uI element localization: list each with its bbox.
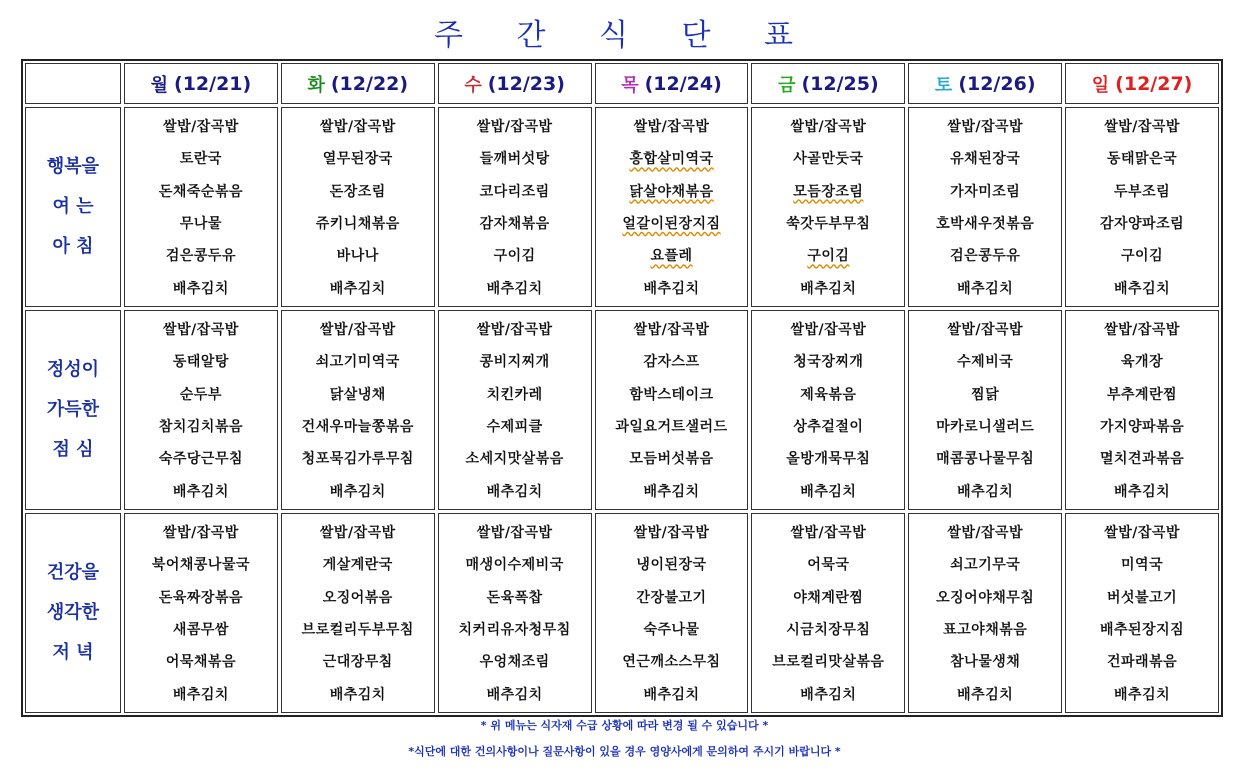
menu-item: 쇠고기미역국 (315, 354, 400, 371)
day-glyph: 토 (934, 74, 953, 96)
day-header-0 (124, 63, 278, 104)
menu-item: 배추김치 (800, 483, 857, 500)
menu-item: 쌀밥/잡곡밥 (790, 119, 867, 136)
menu-item: 배추김치 (486, 686, 543, 703)
menu-item: 게살계란국 (322, 557, 393, 574)
meal-label-line: 여 는 (52, 196, 94, 217)
menu-cell (595, 107, 749, 307)
menu-item: 동태맑은국 (1107, 151, 1178, 168)
menu-item: 들깨버섯탕 (479, 151, 550, 168)
menu-item: 배추된장지짐 (1099, 622, 1185, 639)
menu-item: 홍합살미역국 (629, 151, 714, 168)
menu-item: 치커리유자청무침 (458, 622, 571, 639)
day-date: (12/22) (330, 72, 409, 95)
menu-item: 제육볶음 (800, 386, 857, 403)
menu-item: 쌀밥/잡곡밥 (947, 119, 1024, 136)
menu-item: 동태알탕 (172, 354, 229, 371)
menu-item: 쑥갓두부무침 (786, 216, 871, 233)
menu-item: 유채된장국 (950, 151, 1021, 168)
menu-cell (124, 310, 278, 510)
menu-item: 쌀밥/잡곡밥 (1104, 525, 1180, 542)
menu-item: 배추김치 (329, 483, 386, 500)
menu-item: 청포묵김가루무침 (301, 451, 414, 468)
meal-label-line: 정성이 (46, 359, 100, 380)
menu-item: 쌀밥/잡곡밥 (319, 525, 396, 542)
day-header-6 (1065, 63, 1219, 104)
menu-item: 배추김치 (957, 483, 1014, 500)
day-date: (12/21) (174, 72, 252, 95)
menu-item: 과일요거트샐러드 (615, 419, 728, 436)
menu-item: 배추김치 (643, 483, 700, 500)
menu-item: 구이김 (807, 248, 850, 265)
menu-item: 배추김치 (172, 686, 229, 703)
menu-item: 돈육폭찹 (486, 589, 543, 606)
meal-label-1 (25, 310, 121, 510)
menu-item: 쌀밥/잡곡밥 (163, 119, 239, 136)
menu-item: 배추김치 (486, 483, 543, 500)
menu-item: 오징어볶음 (322, 589, 393, 606)
menu-item: 어묵채볶음 (165, 654, 236, 671)
menu-item: 바나나 (336, 248, 379, 265)
menu-item: 브로컬리두부무침 (301, 622, 414, 639)
menu-item: 배추김치 (329, 686, 386, 703)
day-header-5 (908, 63, 1062, 104)
menu-item: 냉이된장국 (636, 557, 707, 574)
menu-item: 감자양파조림 (1099, 216, 1185, 233)
menu-cell (124, 513, 278, 713)
menu-cell (908, 513, 1062, 713)
menu-item: 멸치견과볶음 (1099, 451, 1185, 468)
menu-item: 배추김치 (957, 280, 1014, 297)
menu-item: 쌀밥/잡곡밥 (1104, 119, 1180, 136)
menu-cell (751, 310, 905, 510)
menu-item: 검은콩두유 (950, 248, 1021, 265)
day-glyph: 일 (1091, 74, 1110, 96)
menu-item: 열무된장국 (322, 151, 393, 168)
menu-cell (751, 513, 905, 713)
menu-item: 구이김 (493, 248, 536, 265)
menu-item: 배추김치 (800, 686, 857, 703)
menu-item: 코다리조림 (479, 183, 550, 200)
menu-item: 버섯불고기 (1107, 589, 1178, 606)
menu-cell (281, 513, 435, 713)
day-glyph: 금 (778, 74, 796, 96)
menu-item: 쌀밥/잡곡밥 (947, 322, 1024, 339)
menu-item: 북어채콩나물국 (151, 557, 250, 574)
day-date: (12/23) (487, 72, 565, 95)
menu-item: 함박스테이크 (629, 386, 714, 403)
menu-item: 감자채볶음 (479, 216, 550, 233)
menu-item: 치킨카레 (486, 386, 543, 403)
menu-item: 찜닭 (971, 386, 1000, 403)
meal-label-line: 건강을 (46, 562, 100, 583)
menu-item: 청국장찌개 (793, 354, 864, 371)
menu-cell (281, 107, 435, 307)
menu-item: 배추김치 (172, 483, 229, 500)
menu-item: 시금치장무침 (786, 622, 871, 639)
menu-item: 간장불고기 (636, 589, 707, 606)
menu-item: 배추김치 (800, 280, 857, 297)
menu-item: 모듬버섯볶음 (629, 451, 714, 468)
day-glyph: 수 (464, 74, 482, 96)
menu-cell (438, 107, 592, 307)
menu-item: 배추김치 (172, 280, 229, 297)
menu-item: 가지양파볶음 (1099, 419, 1185, 436)
menu-item: 구이김 (1121, 248, 1164, 265)
menu-item: 쌀밥/잡곡밥 (633, 525, 710, 542)
menu-item: 배추김치 (643, 686, 700, 703)
day-glyph: 목 (621, 74, 639, 96)
menu-cell (1065, 310, 1219, 510)
menu-cell (438, 513, 592, 713)
day-header-4 (751, 63, 905, 104)
menu-item: 콩비지찌개 (479, 354, 550, 371)
menu-item: 요플레 (650, 248, 693, 265)
menu-item: 참나물생채 (950, 654, 1021, 671)
menu-item: 가자미조림 (950, 183, 1021, 200)
menu-item: 새콤무쌈 (172, 622, 229, 639)
corner-cell (25, 63, 121, 104)
menu-table (21, 59, 1223, 717)
menu-item: 얼갈이된장지짐 (622, 216, 721, 233)
menu-item: 쌀밥/잡곡밥 (319, 322, 396, 339)
menu-item: 어묵국 (807, 557, 850, 574)
menu-item: 쌀밥/잡곡밥 (633, 322, 710, 339)
menu-item: 쥬키니채볶음 (315, 216, 400, 233)
menu-item: 숙주나물 (643, 622, 700, 639)
menu-item: 쌀밥/잡곡밥 (476, 119, 553, 136)
menu-item: 닭살냉채 (329, 386, 386, 403)
menu-item: 우엉채조림 (479, 654, 550, 671)
day-date: (12/25) (801, 72, 879, 95)
menu-item: 감자스프 (643, 354, 700, 371)
day-glyph: 월 (150, 74, 169, 96)
menu-item: 쇠고기무국 (950, 557, 1021, 574)
day-glyph: 화 (307, 74, 325, 96)
menu-item: 쌀밥/잡곡밥 (633, 119, 710, 136)
menu-item: 배추김치 (329, 280, 386, 297)
meal-label-0 (25, 107, 121, 307)
menu-item: 쌀밥/잡곡밥 (790, 322, 867, 339)
menu-item: 쌀밥/잡곡밥 (790, 525, 867, 542)
menu-item: 호박새우젓볶음 (936, 216, 1035, 233)
menu-item: 매생이수제비국 (465, 557, 564, 574)
menu-item: 쌀밥/잡곡밥 (319, 119, 396, 136)
menu-item: 부추계란찜 (1107, 386, 1178, 403)
menu-item: 토란국 (179, 151, 222, 168)
menu-item: 숙주당근무침 (158, 451, 243, 468)
menu-item: 쌀밥/잡곡밥 (476, 525, 553, 542)
menu-item: 연근깨소스무침 (622, 654, 721, 671)
menu-item: 배추김치 (1114, 483, 1171, 500)
menu-item: 검은콩두유 (165, 248, 236, 265)
menu-item: 돈채죽순볶음 (158, 183, 243, 200)
meal-label-line: 저 녁 (52, 642, 94, 663)
menu-item: 배추김치 (486, 280, 543, 297)
menu-item: 순두부 (179, 386, 222, 403)
day-date: (12/27) (1115, 72, 1193, 95)
menu-item: 야채계란찜 (793, 589, 864, 606)
day-header-2 (438, 63, 592, 104)
menu-item: 쌀밥/잡곡밥 (476, 322, 553, 339)
menu-cell (438, 310, 592, 510)
menu-item: 쌀밥/잡곡밥 (163, 322, 239, 339)
menu-item: 쌀밥/잡곡밥 (163, 525, 239, 542)
menu-item: 오징어야채무침 (936, 589, 1035, 606)
menu-item: 표고야채볶음 (943, 622, 1028, 639)
menu-item: 수제피클 (486, 419, 543, 436)
meal-label-line: 가득한 (46, 399, 100, 420)
menu-item: 쌀밥/잡곡밥 (947, 525, 1024, 542)
meal-label-line: 생각한 (46, 602, 100, 623)
menu-item: 배추김치 (643, 280, 700, 297)
menu-item: 상추겉절이 (793, 419, 864, 436)
menu-cell (595, 513, 749, 713)
menu-item: 수제비국 (957, 354, 1014, 371)
menu-cell (1065, 107, 1219, 307)
menu-item: 육개장 (1121, 354, 1164, 371)
menu-item: 배추김치 (1114, 280, 1171, 297)
meal-label-line: 행복을 (46, 156, 100, 177)
menu-item: 건새우마늘쫑볶음 (301, 419, 414, 436)
menu-item: 사골만둣국 (793, 151, 864, 168)
menu-item: 참치김치볶음 (158, 419, 243, 436)
menu-item: 돈육짜장볶음 (158, 589, 243, 606)
menu-item: 배추김치 (957, 686, 1014, 703)
menu-item: 소세지맛살볶음 (465, 451, 564, 468)
day-header-1 (281, 63, 435, 104)
menu-item: 올방개묵무침 (786, 451, 871, 468)
menu-cell (595, 310, 749, 510)
menu-cell (124, 107, 278, 307)
meal-label-line: 점 심 (52, 439, 94, 460)
meal-label-line: 아 침 (52, 236, 94, 257)
menu-item: 근대장무침 (322, 654, 393, 671)
menu-item: 무나물 (179, 216, 222, 233)
menu-cell (908, 310, 1062, 510)
day-date: (12/26) (958, 72, 1036, 95)
menu-cell (908, 107, 1062, 307)
menu-item: 모듬장조림 (793, 183, 864, 200)
day-date: (12/24) (644, 72, 722, 95)
menu-cell (751, 107, 905, 307)
footer-note-2: *식단에 대한 건의사항이나 질문사항이 있을 경우 영양사에게 문의하여 주시기 바랍니다 * (408, 745, 841, 758)
menu-item: 배추김치 (1114, 686, 1171, 703)
menu-item: 미역국 (1121, 557, 1164, 574)
menu-item: 매콤콩나물무침 (936, 451, 1035, 468)
menu-item: 마카로니샐러드 (936, 419, 1035, 436)
page-title: 주 간 식 단 표 (433, 18, 816, 53)
footer-note-1: * 위 메뉴는 식자재 수급 상황에 따라 변경 될 수 있습니다 * (480, 719, 769, 732)
menu-item: 돈장조림 (329, 183, 386, 200)
day-header-3 (595, 63, 749, 104)
menu-item: 닭살야채볶음 (629, 183, 714, 200)
menu-cell (1065, 513, 1219, 713)
menu-item: 두부조림 (1114, 183, 1171, 200)
menu-item: 브로컬리맛살볶음 (772, 654, 885, 671)
menu-item: 쌀밥/잡곡밥 (1104, 322, 1180, 339)
menu-cell (281, 310, 435, 510)
menu-item: 건파래볶음 (1107, 654, 1178, 671)
meal-label-2 (25, 513, 121, 713)
